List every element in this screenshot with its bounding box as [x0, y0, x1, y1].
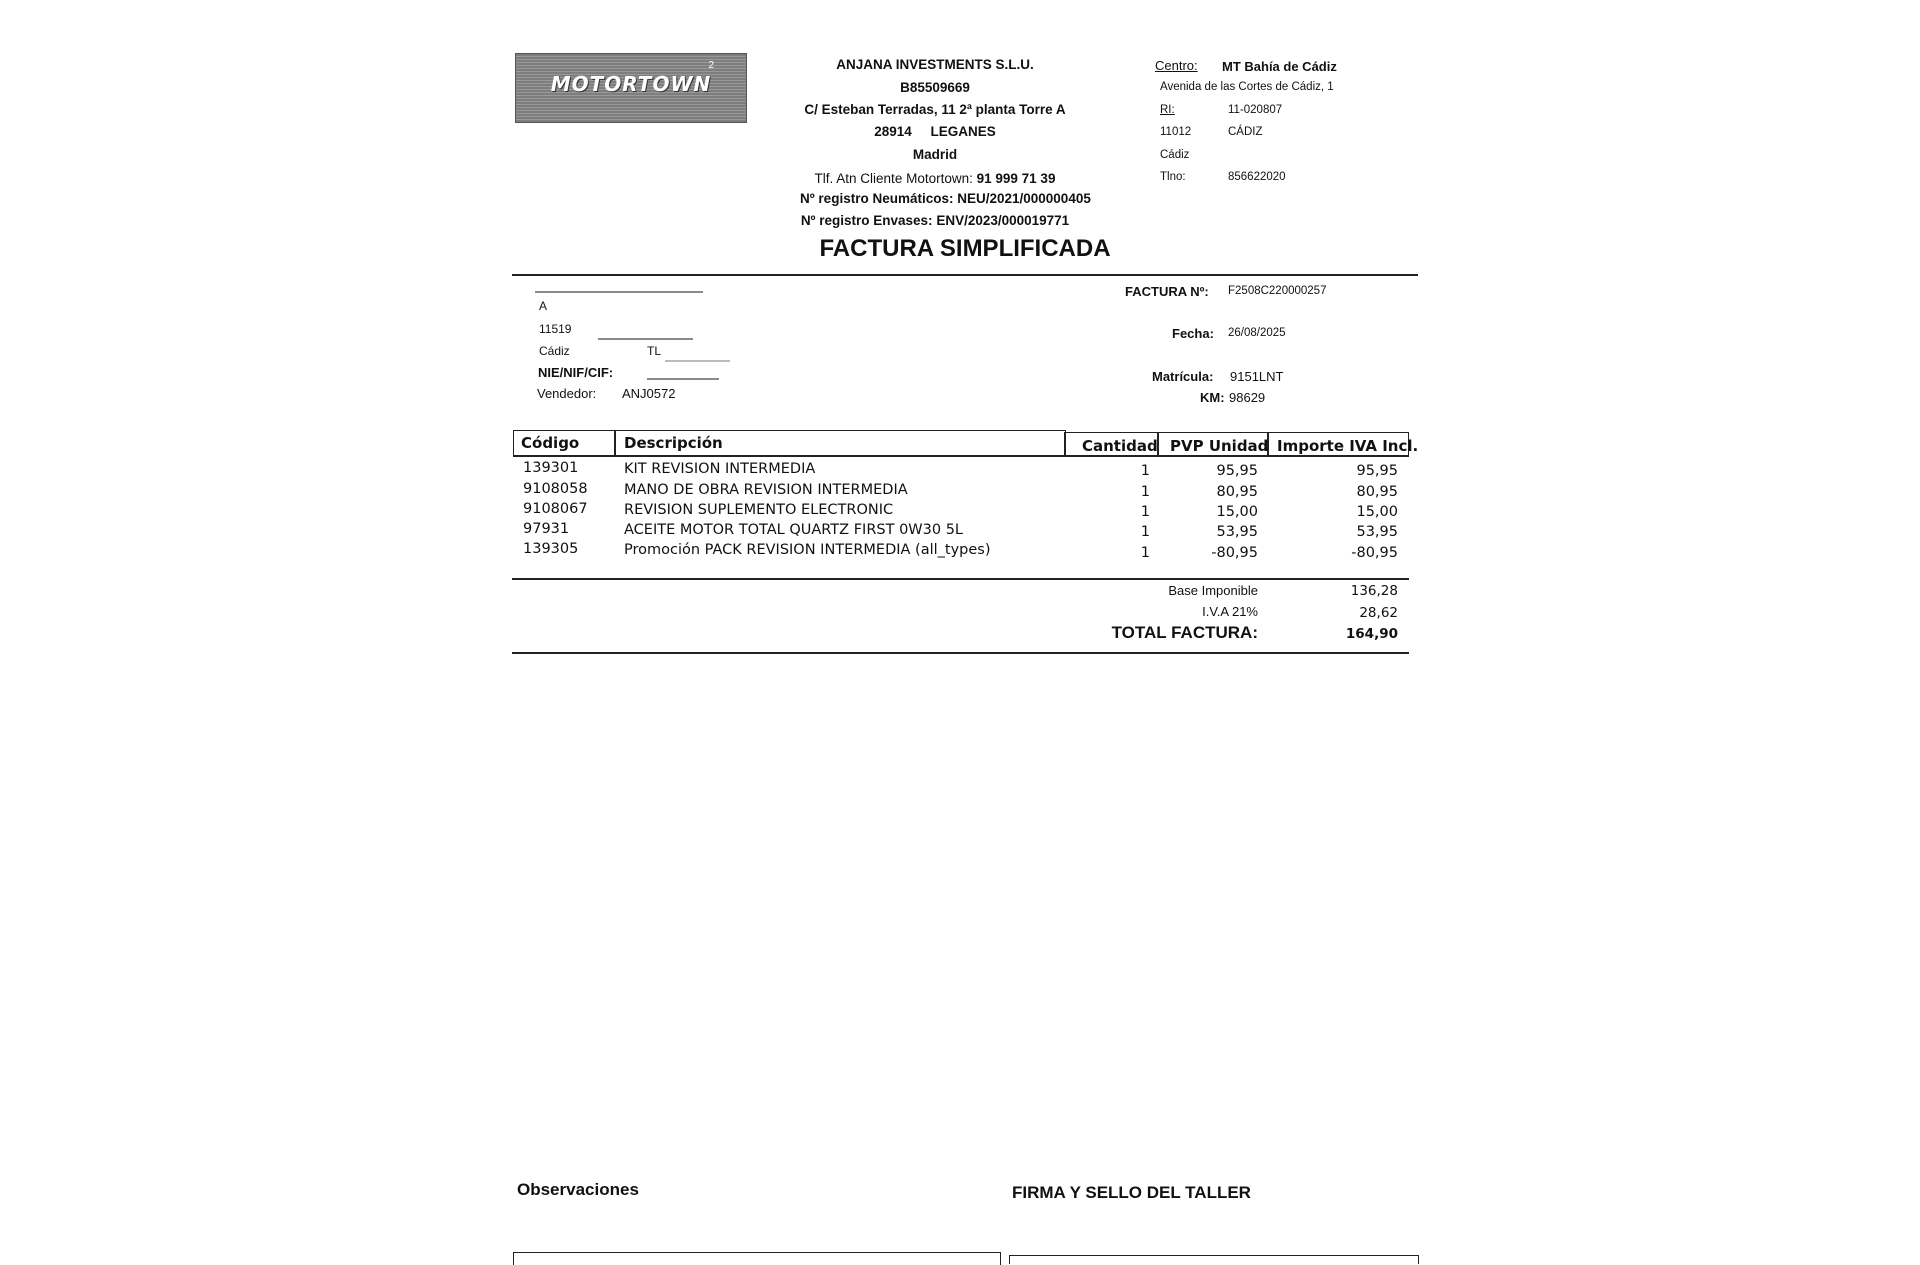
invoice-number: F2508C220000257 — [1228, 285, 1327, 297]
total-label: TOTAL FACTURA: — [1111, 623, 1258, 642]
row-amount: 95,95 — [1356, 463, 1398, 479]
base-label: Base Imponible — [1168, 583, 1258, 598]
logo-text: MOTORTOWN — [550, 72, 712, 96]
centro-address: Avenida de las Cortes de Cádiz, 1 — [1160, 81, 1334, 93]
seller-code: ANJ0572 — [622, 386, 676, 401]
row-amount: -80,95 — [1351, 545, 1398, 561]
centro-phone-label: Tlno: — [1160, 171, 1186, 183]
row-amount: 80,95 — [1356, 484, 1398, 500]
company-neu-line — [800, 191, 1091, 206]
customer-province: Cádiz — [539, 344, 570, 358]
row-qty: 1 — [1140, 484, 1150, 500]
invoice-date-label: Fecha: — [1172, 326, 1214, 341]
iva-label: I.V.A 21% — [1202, 604, 1258, 619]
company-neu-label: Nº registro Neumáticos: — [800, 191, 954, 206]
row-code: 9108067 — [523, 501, 588, 517]
company-city: LEGANES — [930, 124, 996, 139]
centro-postal: 11012 — [1160, 126, 1192, 138]
company-name: ANJANA INVESTMENTS S.L.U. — [836, 57, 1034, 72]
row-description: KIT REVISION INTERMEDIA — [624, 461, 816, 477]
row-description: ACEITE MOTOR TOTAL QUARTZ FIRST 0W30 5L — [624, 522, 963, 538]
column-header-qty: Cantidad — [1082, 437, 1158, 455]
customer-street-redacted — [598, 330, 693, 348]
base-value: 136,28 — [1350, 583, 1398, 599]
column-header-unit-price: PVP Unidad — [1170, 437, 1269, 455]
company-city-line — [800, 124, 1070, 139]
km-label: KM: — [1200, 390, 1225, 405]
row-amount: 53,95 — [1356, 524, 1398, 540]
plate-value: 9151LNT — [1230, 369, 1284, 384]
row-qty: 1 — [1140, 504, 1150, 520]
customer-name-redacted — [535, 283, 703, 301]
company-postal: 28914 — [874, 124, 912, 139]
centro-name: MT Bahía de Cádiz — [1222, 59, 1337, 74]
row-unit-price: 53,95 — [1216, 524, 1258, 540]
motortown-logo — [515, 53, 747, 123]
customer-postal: 11519 — [539, 322, 572, 336]
km-value: 98629 — [1229, 390, 1266, 405]
centro-label: Centro: — [1155, 58, 1198, 73]
company-phone: 91 999 71 39 — [976, 171, 1056, 186]
customer-phone-prefix: TL — [647, 344, 662, 358]
customer-phone-redacted — [665, 352, 730, 370]
row-code: 9108058 — [523, 481, 588, 497]
row-description: MANO DE OBRA REVISION INTERMEDIA — [624, 482, 908, 498]
plate-label: Matrícula: — [1152, 369, 1214, 384]
column-header-code: Código — [521, 434, 580, 452]
company-env-value: ENV/2023/000019771 — [936, 213, 1070, 228]
company-address: C/ Esteban Terradas, 11 2ª planta Torre A — [804, 102, 1066, 117]
company-neu-value: NEU/2021/000000405 — [957, 191, 1091, 206]
row-qty: 1 — [1140, 524, 1150, 540]
items-bottom-rule — [512, 578, 1409, 580]
observations-box — [513, 1252, 1001, 1265]
observations-label: Observaciones — [517, 1180, 639, 1199]
centro-phone: 856622020 — [1228, 171, 1286, 183]
company-phone-line — [800, 171, 1070, 186]
header-divider — [512, 274, 1418, 276]
invoice-date: 26/08/2025 — [1228, 327, 1286, 339]
row-unit-price: 95,95 — [1216, 463, 1258, 479]
header-bottom-rule — [513, 455, 1409, 457]
company-province: Madrid — [912, 147, 958, 162]
row-unit-price: 15,00 — [1216, 504, 1258, 520]
document-title: FACTURA SIMPLIFICADA — [819, 235, 1111, 262]
company-env-label: Nº registro Envases: — [800, 213, 933, 228]
row-amount: 15,00 — [1356, 504, 1398, 520]
row-code: 139301 — [523, 460, 579, 476]
row-code: 97931 — [523, 521, 570, 537]
invoice-number-label: FACTURA Nº: — [1125, 284, 1209, 299]
row-description: Promoción PACK REVISION INTERMEDIA (all_types) — [624, 542, 991, 558]
centro-ri-value: 11-020807 — [1228, 104, 1283, 116]
row-qty: 1 — [1140, 545, 1150, 561]
total-value: 164,90 — [1345, 626, 1398, 642]
signature-label: FIRMA Y SELLO DEL TALLER — [1012, 1183, 1251, 1202]
row-unit-price: -80,95 — [1211, 545, 1258, 561]
totals-bottom-rule — [512, 652, 1409, 654]
row-description: REVISION SUPLEMENTO ELECTRONIC — [624, 502, 894, 518]
row-unit-price: 80,95 — [1216, 484, 1258, 500]
company-phone-label: Tlf. Atn Cliente Motortown: — [814, 171, 973, 186]
iva-value: 28,62 — [1359, 605, 1398, 621]
logo-superscript: 2 — [708, 60, 714, 71]
row-qty: 1 — [1140, 463, 1150, 479]
centro-ri-label: RI: — [1160, 104, 1175, 116]
seller-label: Vendedor: — [537, 386, 597, 401]
column-header-description: Descripción — [624, 434, 723, 452]
row-code: 139305 — [523, 541, 579, 557]
company-env-line — [800, 213, 1070, 228]
customer-nif-label: NIE/NIF/CIF: — [538, 365, 614, 380]
column-header-amount: Importe IVA Incl. — [1277, 437, 1419, 455]
centro-province: Cádiz — [1160, 149, 1190, 161]
centro-city: CÁDIZ — [1228, 126, 1263, 138]
customer-line-a: A — [539, 299, 548, 313]
company-cif: B85509669 — [900, 80, 970, 95]
